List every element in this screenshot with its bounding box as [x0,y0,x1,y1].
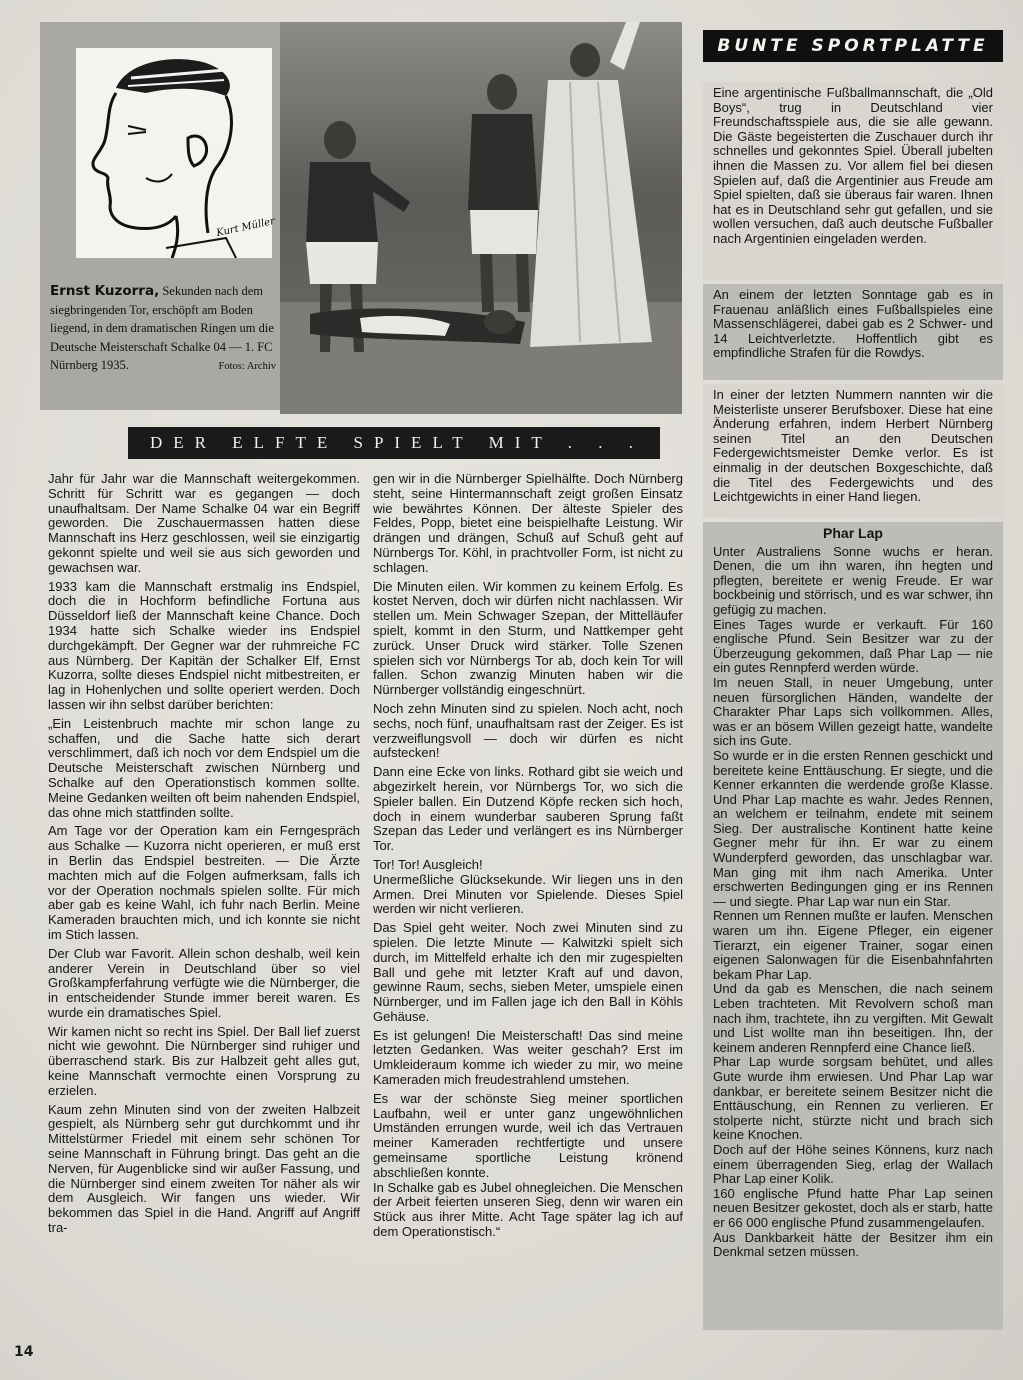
story-paragraph: Kaum zehn Minuten sind von der zweiten Halbzeit gespielt, als Nürnberg sehr gut durchkommt und ihr Mittelstürmer Friedel mit einem sehr schönen Tor seine Mannschaft in Führung bringt. Das geht an die Nerven, für Augenblicke sind wir außer Fassung, und die Nürnberger sind einem zweiten Tor näher als wir dem Ausgleich. Wir fangen uns wieder. Wir bekommen das Spiel in die Hand. Angriff auf Angriff tra- [48,1101,360,1236]
caption-name: Ernst Kuzorra, [50,283,160,299]
story-paragraph: Dann eine Ecke von links. Rothard gibt sie weich und abgezirkelt herein, vor Nürnbergs Tor, wo sich die Spieler ballen. Ein Dutzend Köpfe recken sich hoch, doch in einem wunderbar sauberen Sprung faßt Szepan das Leder und verlängert es ins Nürnberger Tor. [373,764,683,854]
story-paragraph: gen wir in die Nürnberger Spielhälfte. Doch Nürnberg steht, seine Hintermannschaft zeigt großen Einsatz wie bewährtes Können. Der älteste Spieler des Feldes, Popp, bietet eine beispielhafte Leistung. Wir drängen und drängen, Schuß auf Schuß geht auf Nürnbergs Tor. Köhl, in prachtvoller Form, ist nicht zu schlagen. [373,471,683,575]
story-paragraph: In Schalke gab es Jubel ohnegleichen. Die Menschen der Arbeit feierten unseren Sieg, denn wir waren ein Stück aus ihrer Mitte. Acht Tage später lag ich auf dem Operationstisch.“ [373,1179,683,1240]
story-paragraph: Am Tage vor der Operation kam ein Ferngespräch aus Schalke — Kuzorra nicht operieren, er muß erst in Berlin das Endspiel bestreiten. — Die Ärzte machten mich auf die Folgen aufmerksam, falls ich vor der Operation nochmals spielen sollte. Für mich aber gab es keine Wahl, ich fuhr nach Berlin. Meine Kameraden brauchten mich, und ich konnte sie nicht im Stich lassen. [48,823,360,942]
story-paragraph: Tor! Tor! Ausgleich! [373,856,483,872]
signature: Kurt Müller [215,215,276,240]
story-column-1 [48,472,360,1240]
phar-lap-paragraph: Aus Dankbarkeit hätte der Besitzer ihm ein Denkmal setzen müssen. [713,1229,993,1260]
sidebar-item-text: In einer der letzten Nummern nannten wir die Meisterliste unserer Berufsboxer. Diese hat eine Änderung erfahren, indem Herbert Nürnberg seinen Titel an den Deutschen Federgewichtsmeister Demke verlor. Es ist einmalig in der deutschen Boxgeschichte, daß die Titel des Federgewichts und des Leichtgewichts in einer Hand liegen. [713,387,993,505]
match-photo [280,22,682,414]
page-number: 14 [14,1344,34,1360]
story-paragraph: Es war der schönste Sieg meiner sportlichen Laufbahn, weil er unter ganz ungewöhnlichen Umständen errungen wurde, weil ich das Vertrauen meiner Kameraden rechtfertigte und unsere gemeinsame sportliche Leistung krönend abschließen konnte. [373,1090,683,1180]
phar-lap-paragraph: Unter Australiens Sonne wuchs er heran. Denen, die um ihn waren, ihn hegten und pflegten, bereitete er wenig Freude. Er war bockbeinig und störrisch, und es war schwer, ihn gefügig zu machen. [713,543,993,617]
sidebar-item-argentina [703,82,1003,280]
story-paragraph: Der Club war Favorit. Allein schon deshalb, weil kein anderer Verein in Deutschland über so viel Großkampferfahrung verfügte wie die Nürnberger, die in entscheidender Stunde immer bereit waren. Es wurde ein dramatisches Spiel. [48,945,360,1020]
phar-lap-paragraph: Rennen um Rennen mußte er laufen. Menschen waren um ihn. Eigene Pfleger, ein eigener Tierarzt, ein eigener Trainer, sogar einen eigenen Salonwagen für die Eisenbahnfahrten bekam Phar Lap. [713,908,993,982]
story-headline: DER ELFTE SPIELT MIT . . . [128,427,660,459]
story-paragraph: Die Minuten eilen. Wir kommen zu keinem Erfolg. Es kostet Nerven, doch wir dürfen nicht nachlassen. Wir stellen um. Mein Schwager Szepan, der Mittelläufer spielt, kommt in den Sturm, und Nattkemper geht zurück. Unser Druck wird stärker. Tolle Szenen spielen sich vor Nürnbergs Tor ab, doch kein Tor will fallen. Schon zwanzig Minuten haben wir die Nürnberger vollständig eingeschnürt. [373,578,683,698]
match-photo-svg [280,22,682,414]
phar-lap-paragraph: Eines Tages wurde er verkauft. Für 160 englische Pfund. Sein Besitzer war zu der Überzeugung gekommen, daß Phar Lap — nie ein gutes Rennpferd werden würde. [713,616,993,676]
story-paragraph: Es ist gelungen! Die Meisterschaft! Das sind meine letzten Gedanken. Was weiter geschah? Erst im Umkleideraum komme ich wieder zu mir, wo meine Kameraden mich freudestrahlend umstehen. [373,1027,683,1088]
phar-lap-paragraph: Und da gab es Menschen, die nach seinem Leben trachteten. Mit Revolvern schoß man nach ihm, trachtete, ihn zu vergiften. Mit Gewalt und List wollte man ihn beseitigen. Ihn, der keinem anderen Rennpferd eine Chance ließ. [713,981,993,1055]
sidebar-item-text: An einem der letzten Sonntage gab es in Frauenau anläßlich eines Fußballspieles eine Massenschlägerei, dabei gab es 2 Schwer- und 14 Leichtverletzte. Hoffentlich gibt es empfindliche Strafen für die Rowdys. [713,287,993,361]
story-paragraph: 1933 kam die Mannschaft erstmalig ins Endspiel, doch die in Hochform befindliche Fortuna aus Düsseldorf ließ der Mannschaft keine Chance. Doch 1934 hatte sich Schalke wieder ins Endspiel durchgekämpft. Der Gegner war der ruhmreiche FC aus Nürnberg. Der Kapitän der Schalker Elf, Ernst Kuzorra, sollte dieses Endspiel nicht mitbestreiten, er lag in Hohenlychen und sollte operiert werden. Doch lassen wir ihn selbst darüber berichten: [48,578,360,712]
story-paragraph: Unermeßliche Glücksekunde. Wir liegen uns in den Armen. Drei Minuten vor Spielende. Dieses Spiel werden wir nicht verlieren. [373,871,683,917]
sidebar-item-boxing [703,384,1003,518]
story-paragraph: Noch zehn Minuten sind zu spielen. Noch acht, noch sechs, noch fünf, unaufhaltsam rast der Zeiger. Es ist verzweiflungsvoll — doch wir dürfen es nicht aufstecken! [373,700,683,761]
phar-lap-title: Phar Lap [823,525,883,541]
sidebar-header: BUNTE SPORTPLATTE [703,30,1003,62]
phar-lap-paragraph: So wurde er in die ersten Rennen geschickt und bereitete keine Enttäuschung. Er siegte, und die Kenner erkannten die werdende große Klasse. Und Phar Lap machte es wahr. Jedes Rennen, an welchem er teilnahm, endete mit seinem Sieg. Der australische Kontinent hatte keine Gegner mehr für ihn. Er war zu einem Wunderpferd geworden, das unschlagbar war. Man ging mit ihm nach Amerika. Unter erschwerten Bedingungen ging er ins Rennen — und siegte. Phar Lap war nun ein Star. [713,747,993,909]
story-paragraph: „Ein Leistenbruch machte mir schon lange zu schaffen, und die Sache hatte sich derart verschlimmert, daß ich noch vor dem Endspiel um die Deutsche Meisterschaft zwischen Nürnberg und Schalke auf den Operationstisch kommen sollte. Meine Gedanken weilten oft beim nahenden Endspiel, das ohne mich stattfinden sollte. [48,715,360,820]
phar-lap-paragraph: Im neuen Stall, in neuer Umgebung, unter neuen fürsorglichen Händen, wandelte der Charakter Phar Laps sich vollkommen. Alles, was er an bösem Willen gezeigt hatte, wandelte sich ins Gute. [713,674,993,749]
phar-lap-paragraph: Doch auf der Höhe seines Könnens, kurz nach einem überragenden Sieg, erlag der Wallach Phar Lap einer Kolik. [713,1141,993,1187]
photo-caption [50,282,276,377]
story-column-2 [373,472,683,1244]
story-paragraph: Wir kamen nicht so recht ins Spiel. Der Ball lief zuerst nicht wie gewohnt. Die Nürnberger sind ruhiger und überraschend stark. Bis zur Halbzeit geht alles gut, keine Mannschaft vermochte einen Vorsprung zu erzielen. [48,1023,360,1098]
story-paragraph: Das Spiel geht weiter. Noch zwei Minuten sind zu spielen. Die letzte Minute — Kalwitzki spielt sich durch, im Mittelfeld erhalte ich den mir zugespielten Ball und gehe mit letzter Kraft auf und davon, gewinne Raum, sechs, sieben Meter, umspiele einen Nürnberger, und im Fallen jage ich den Ball in Köhls Gehäuse. [373,920,683,1024]
sidebar-item-text: Eine argentinische Fußballmannschaft, die „Old Boys“, trug in Deutschland vier Freundschaftsspiele aus, die sie alle gewann. Die Gäste begeisterten die Zuschauer durch ihr schnelles und gekonntes Spiel. Überall jubelten ihnen die Massen zu. Vor allem fiel bei diesen Spielen auf, daß die Argentinier aus Freude am Spiel spielten, daß sie überaus fair waren. Ihnen hat es in Deutschland sehr gut gefallen, und sie wollen versuchen, daß auch deutsche Fußballer nach Argentinien eingeladen werden. [713,85,993,246]
caption-body: Sekunden nach dem siegbringenden Tor, erschöpft am Boden liegend, in dem dramatischen Ringen um die Deutsche Meisterschaft Schalke 04 — 1. FC Nürnberg 1935. [50,284,274,372]
sidebar-item-frauenau [703,284,1003,380]
sidebar-item-phar-lap [703,522,1003,1330]
phar-lap-paragraph: 160 englische Pfund hatte Phar Lap seinen neuen Besitzer gekostet, doch als er starb, hatte er 66 000 englische Pfund zusammengelaufen. [713,1185,993,1230]
photo-credit: Fotos: Archiv [218,361,276,372]
phar-lap-paragraph: Phar Lap wurde sorgsam behütet, und alles Gute wurde ihm erwiesen. Und Phar Lap war dankbar, er bereitete seinem Besitzer nicht die Enttäuschung, ein Rennen zu verlieren. Er stolperte nicht, stürzte nicht und brach sich keine Knochen. [713,1054,993,1143]
story-paragraph: Jahr für Jahr war die Mannschaft weitergekommen. Schritt für Schritt war es gegangen — doch unaufhaltsam. Der Name Schalke 04 war ein Begriff geworden. Die Zuschauermassen hatten diese Mannschaft ins Herz geschlossen, weil sie einzigartig gekonnt spielte und weil sie aus sich geworden und gewachsen war. [48,471,360,575]
